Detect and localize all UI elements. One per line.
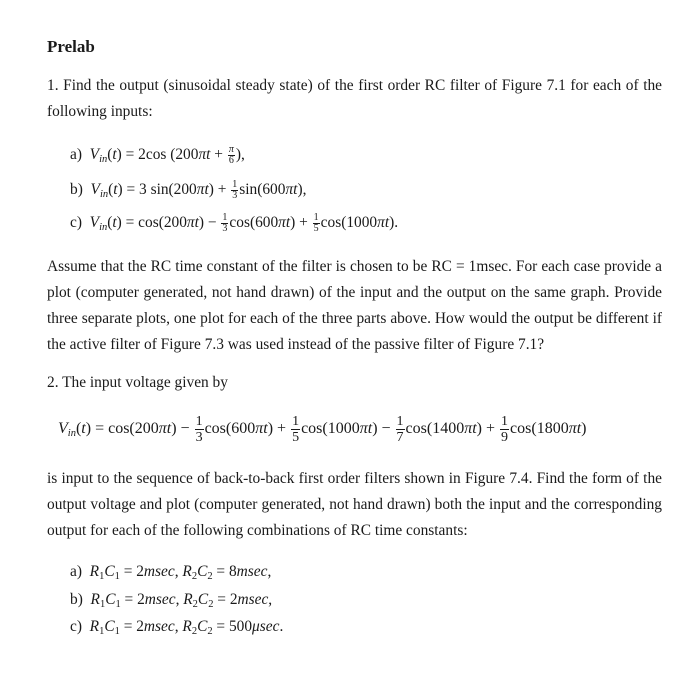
q1-item-c <box>70 213 398 234</box>
q2-b-equation: $R_1C_1 = 2msec$, $R_2C_2 = 2msec$, <box>90 591 273 610</box>
prelab-title: Prelab <box>47 37 95 56</box>
q1-b-equation: $V_{in}(t) = 3$ sin(200πt) + $\frac{1}{3}$ sin(600πt), <box>90 179 307 201</box>
q1-a-equation: $V_{in}(t) = 2\cos$ (200πt + $\frac{\pi}{6}$ ), <box>89 144 245 166</box>
q1-b-label: b) <box>70 181 83 199</box>
q1-c-equation: $V_{in}(t) = \cos(200\pi t)$ − $\frac{1}{3}$ cos(600πt) + $\frac{1}{5}$ cos(1000πt). <box>89 212 399 234</box>
q2-a-label: a) <box>70 563 82 580</box>
q2-follow-paragraph: is input to the sequence of back-to-back first order filters shown in Figure 7.4. Find the form of the output voltage and plot (computer generated, not hand drawn) both the input and the corresponding output for each of the following combinations of RC time constants: <box>47 470 662 539</box>
q2-input-equation: $V_{in}(t) = \cos(200\pi t)$ − $\frac{1}{3}$ cos(600πt) + $\frac{1}{5}$ cos(1000πt) − $\frac{1}{7}$ cos(1400πt) + $\frac{1}{9}$ cos(1800πt) <box>58 414 587 445</box>
q2-c-equation: $R_1C_1 = 2msec$, $R_2C_2 = 500\mu\sec$. <box>89 618 284 637</box>
q1-c-label: c) <box>70 214 82 232</box>
q2-item-b <box>70 591 272 610</box>
q1-a-label: a) <box>70 146 82 164</box>
q2-c-label: c) <box>70 618 82 635</box>
q2-b-label: b) <box>70 591 83 608</box>
q1-assume-paragraph: Assume that the RC time constant of the filter is chosen to be RC = 1msec. For each case provide a plot (computer generated, not hand drawn) of the input and the output on the same graph. Provide three separate plots, one plot for each of the three parts above. How would the output be different if the active filter of Figure 7.3 was used instead of the passive filter of Figure 7.1? <box>47 258 662 353</box>
q2-item-a <box>70 563 271 582</box>
q2-heading: 2. The input voltage given by <box>47 374 228 391</box>
q2-a-equation: $R_1C_1 = 2msec$, $R_2C_2 = 8msec$, <box>89 563 272 582</box>
q1-intro: 1. Find the output (sinusoidal steady state) of the first order RC filter of Figure 7.1 for each of the following inputs: <box>47 77 662 120</box>
q2-item-c <box>70 618 283 637</box>
q1-item-b <box>70 180 306 201</box>
q1-item-a <box>70 145 245 166</box>
